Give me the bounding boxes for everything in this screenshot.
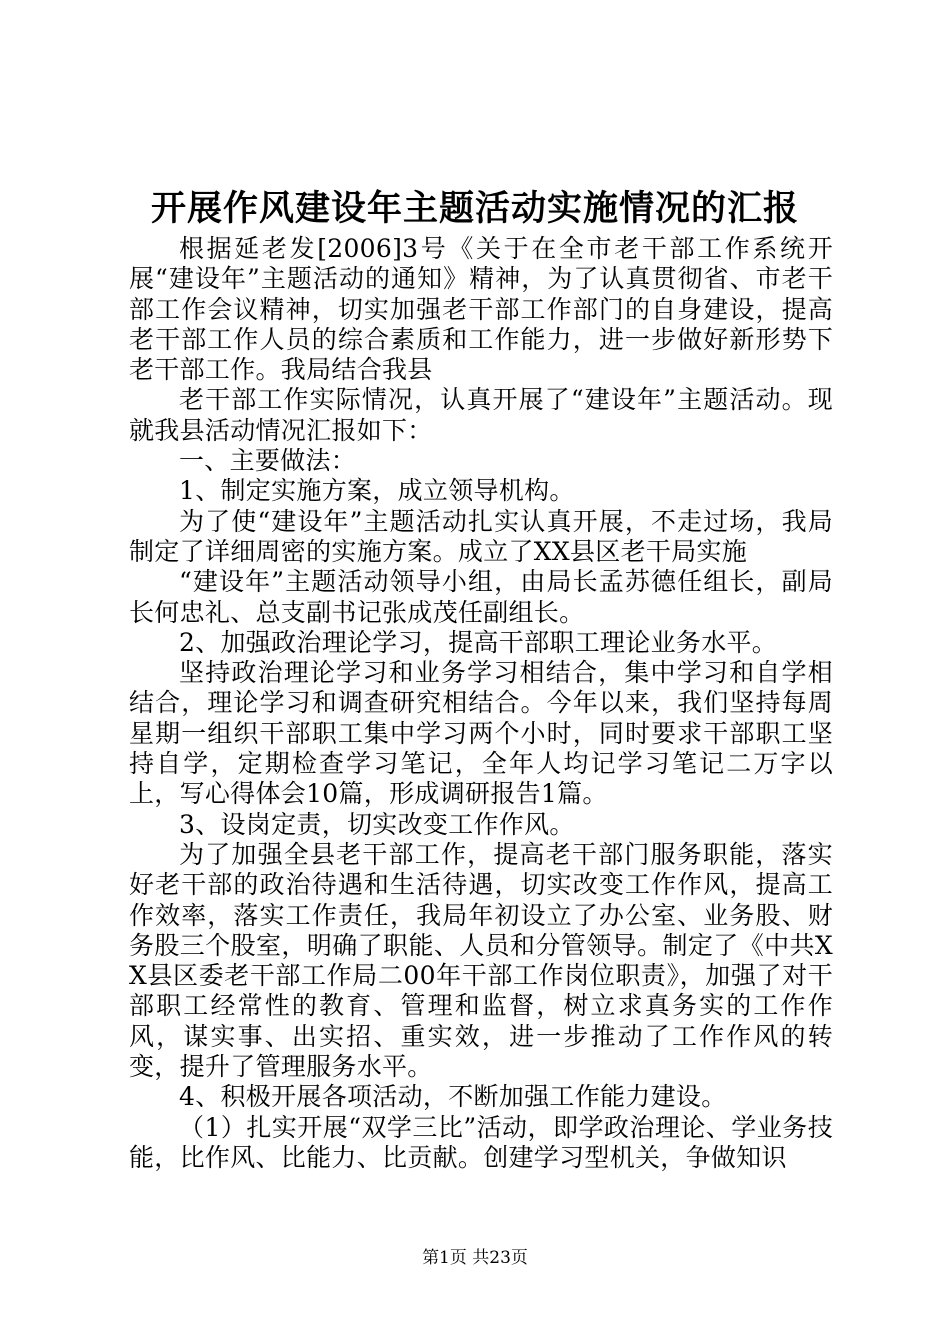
paragraph: 老干部工作实际情况，认真开展了“建设年”主题活动。现就我县活动情况汇报如下： [129, 385, 833, 445]
subsection-heading: 4、积极开展各项活动，不断加强工作能力建设。 [179, 1082, 727, 1112]
paragraph: 为了加强全县老干部工作，提高老干部门服务职能，落实好老干部的政治待遇和生活待遇，切实改变工作作风，提高工作效率，落实工作责任，我局年初设立了办公室、业务股、财务股三个股室，明确了职能、人员和分管领导。制定了《中共XX县区委老干部工作局二00年干部工作岗位职责》，加强了对干部职工经常性的教育、管理和监督，树立求真务实的工作作风，谋实事、出实招、重实效，进一步推动了工作作风的转变，提升了管理服务水平。 [129, 839, 833, 1082]
subsection-heading: 2、加强政治理论学习，提高干部职工理论业务水平。 [179, 627, 778, 657]
page-footer: 第1页 共23页 [422, 1248, 528, 1268]
subsection-heading: 1、制定实施方案，成立领导机构。 [179, 476, 575, 506]
document-body [129, 234, 833, 1173]
section-heading: 一、主要做法： [179, 446, 357, 476]
paragraph: “建设年”主题活动领导小组，由局长孟苏德任组长，副局长何忠礼、总支副书记张成茂任副组长。 [129, 567, 833, 627]
subsection-heading: 3、设岗定责，切实改变工作作风。 [179, 809, 575, 839]
paragraph: （1）扎实开展“双学三比”活动，即学政治理论、学业务技能，比作风、比能力、比贡献。创建学习型机关，争做知识 [129, 1112, 833, 1172]
paragraph: 为了使“建设年”主题活动扎实认真开展，不走过场，我局制定了详细周密的实施方案。成立了XX县区老干局实施 [129, 506, 833, 566]
paragraph: 根据延老发[2006]3号《关于在全市老干部工作系统开展“建设年”主题活动的通知》精神，为了认真贯彻省、市老干部工作会议精神，切实加强老干部工作部门的自身建设，提高老干部工作人员的综合素质和工作能力，进一步做好新形势下老干部工作。我局结合我县 [129, 234, 833, 385]
document-title: 开展作风建设年主题活动实施情况的汇报 [150, 188, 799, 229]
paragraph: 坚持政治理论学习和业务学习相结合，集中学习和自学相结合，理论学习和调查研究相结合。今年以来，我们坚持每周星期一组织干部职工集中学习两个小时，同时要求干部职工坚持自学，定期检查学习笔记，全年人均记学习笔记二万字以上，写心得体会10篇，形成调研报告1篇。 [129, 658, 833, 809]
